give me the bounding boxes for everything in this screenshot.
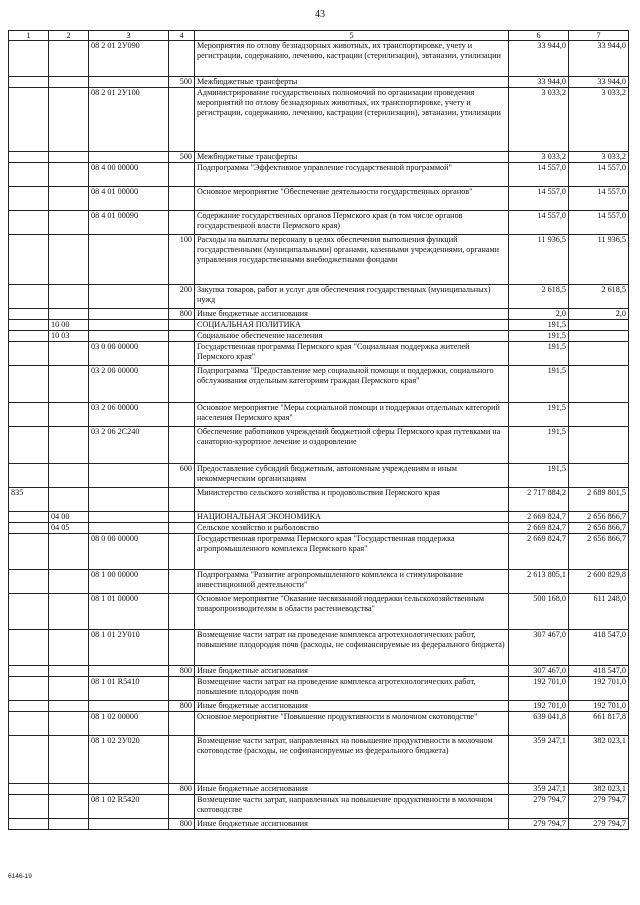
cell-target-article-code: 03 2 00 00000 <box>89 366 169 403</box>
cell-department-code <box>9 152 49 163</box>
cell-target-article-code: 08 4 01 00000 <box>89 187 169 211</box>
cell-department-code <box>9 795 49 819</box>
cell-section-code <box>49 77 89 88</box>
table-row <box>9 464 629 488</box>
cell-item-name: Обеспечение работников учреждений бюджетной сферы Пермского края путевками на санаторно-курортное лечение и оздоровление <box>195 427 509 464</box>
cell-department-code <box>9 701 49 712</box>
cell-section-code <box>49 701 89 712</box>
cell-department-code <box>9 464 49 488</box>
cell-item-name: Министерство сельского хозяйства и продовольствия Пермского края <box>195 488 509 512</box>
table-row <box>9 534 629 570</box>
cell-department-code <box>9 523 49 534</box>
cell-department-code <box>9 163 49 187</box>
cell-amount-col-6: 14 557,0 <box>509 187 569 211</box>
cell-department-code <box>9 88 49 152</box>
table-row <box>9 784 629 795</box>
cell-expense-type-code <box>169 512 195 523</box>
cell-amount-col-6: 279 794,7 <box>509 795 569 819</box>
cell-department-code <box>9 666 49 677</box>
cell-expense-type-code <box>169 712 195 736</box>
cell-expense-type-code <box>169 211 195 235</box>
cell-section-code <box>49 342 89 366</box>
cell-amount-col-7 <box>569 427 629 464</box>
cell-target-article-code <box>89 331 169 342</box>
page-number: 43 <box>315 9 325 20</box>
cell-expense-type-code <box>169 320 195 331</box>
cell-expense-type-code <box>169 488 195 512</box>
cell-target-article-code <box>89 235 169 285</box>
cell-item-name: Иные бюджетные ассигнования <box>195 819 509 830</box>
table-header-row <box>9 31 629 41</box>
cell-item-name: Закупка товаров, работ и услуг для обеспечения государственных (муниципальных) нужд <box>195 285 509 309</box>
cell-expense-type-code <box>169 630 195 666</box>
cell-amount-col-6: 2 618,5 <box>509 285 569 309</box>
budget-table <box>8 30 629 830</box>
cell-amount-col-7 <box>569 320 629 331</box>
cell-expense-type-code: 100 <box>169 235 195 285</box>
cell-amount-col-7: 382 023,1 <box>569 784 629 795</box>
table-row <box>9 152 629 163</box>
cell-amount-col-6: 2,0 <box>509 309 569 320</box>
cell-target-article-code: 03 2 06 00000 <box>89 403 169 427</box>
cell-target-article-code: 08 4 01 00090 <box>89 211 169 235</box>
cell-department-code <box>9 366 49 403</box>
cell-item-name: Содержание государственных органов Пермского края (в том числе органов государственной власти Пермского края) <box>195 211 509 235</box>
cell-department-code <box>9 736 49 784</box>
cell-amount-col-6: 2 669 824,7 <box>509 523 569 534</box>
header-col-4: 4 <box>169 31 195 41</box>
header-col-2: 2 <box>49 31 89 41</box>
cell-section-code <box>49 235 89 285</box>
cell-department-code <box>9 235 49 285</box>
cell-item-name: Межбюджетные трансферты <box>195 152 509 163</box>
cell-target-article-code: 08 1 02 2У020 <box>89 736 169 784</box>
table-row <box>9 512 629 523</box>
cell-item-name: Иные бюджетные ассигнования <box>195 309 509 320</box>
cell-section-code <box>49 666 89 677</box>
cell-expense-type-code <box>169 677 195 701</box>
table-row <box>9 331 629 342</box>
cell-amount-col-6: 11 936,5 <box>509 235 569 285</box>
cell-amount-col-7: 279 794,7 <box>569 819 629 830</box>
cell-section-code <box>49 488 89 512</box>
cell-amount-col-7: 2 656 866,7 <box>569 534 629 570</box>
table-row <box>9 309 629 320</box>
cell-amount-col-6: 307 467,0 <box>509 630 569 666</box>
cell-expense-type-code: 800 <box>169 819 195 830</box>
table-row <box>9 488 629 512</box>
cell-target-article-code: 08 2 01 2У090 <box>89 41 169 77</box>
cell-amount-col-7 <box>569 366 629 403</box>
cell-expense-type-code: 800 <box>169 309 195 320</box>
cell-department-code <box>9 211 49 235</box>
header-col-7: 7 <box>569 31 629 41</box>
cell-section-code <box>49 677 89 701</box>
cell-department-code <box>9 784 49 795</box>
cell-section-code <box>49 630 89 666</box>
cell-target-article-code: 08 4 00 00000 <box>89 163 169 187</box>
cell-item-name: Основное мероприятие "Меры социальной помощи и поддержки отдельных категорий населения Пермского края" <box>195 403 509 427</box>
table-row <box>9 677 629 701</box>
table-row <box>9 736 629 784</box>
cell-target-article-code <box>89 464 169 488</box>
cell-department-code <box>9 512 49 523</box>
cell-expense-type-code: 200 <box>169 285 195 309</box>
cell-item-name: Социальное обеспечение населения <box>195 331 509 342</box>
header-col-3: 3 <box>89 31 169 41</box>
cell-target-article-code <box>89 784 169 795</box>
table-row <box>9 88 629 152</box>
cell-item-name: Возмещение части затрат, направленных на повышение продуктивности в молочном скотоводстве (расходы, не софинансируемые из федерального бюджета) <box>195 736 509 784</box>
cell-expense-type-code: 600 <box>169 464 195 488</box>
cell-section-code <box>49 403 89 427</box>
cell-amount-col-7 <box>569 331 629 342</box>
cell-target-article-code <box>89 309 169 320</box>
cell-item-name: Предоставление субсидий бюджетным, автономным учреждениям и иным некоммерческим организациям <box>195 464 509 488</box>
cell-target-article-code <box>89 512 169 523</box>
cell-item-name: Иные бюджетные ассигнования <box>195 784 509 795</box>
cell-item-name: Подпрограмма "Эффективное управление государственной программой" <box>195 163 509 187</box>
cell-department-code <box>9 77 49 88</box>
cell-amount-col-7: 33 944,0 <box>569 77 629 88</box>
cell-amount-col-7: 2 600 829,8 <box>569 570 629 594</box>
cell-amount-col-7: 192 701,0 <box>569 677 629 701</box>
cell-section-code <box>49 427 89 464</box>
cell-item-name: СОЦИАЛЬНАЯ ПОЛИТИКА <box>195 320 509 331</box>
cell-section-code <box>49 534 89 570</box>
footer-code: 6146-19 <box>8 873 32 880</box>
cell-amount-col-7: 3 033,2 <box>569 152 629 163</box>
cell-section-code <box>49 366 89 403</box>
cell-amount-col-6: 33 944,0 <box>509 41 569 77</box>
cell-amount-col-7: 2,0 <box>569 309 629 320</box>
cell-amount-col-7: 14 557,0 <box>569 187 629 211</box>
cell-target-article-code <box>89 819 169 830</box>
cell-amount-col-6: 191,5 <box>509 331 569 342</box>
cell-expense-type-code: 500 <box>169 152 195 163</box>
cell-amount-col-7: 3 033,2 <box>569 88 629 152</box>
cell-section-code: 10 03 <box>49 331 89 342</box>
cell-amount-col-6: 2 613 805,1 <box>509 570 569 594</box>
table-row <box>9 366 629 403</box>
cell-section-code <box>49 163 89 187</box>
cell-amount-col-6: 2 669 824,7 <box>509 512 569 523</box>
cell-amount-col-7: 14 557,0 <box>569 211 629 235</box>
cell-section-code <box>49 211 89 235</box>
table-row <box>9 187 629 211</box>
cell-target-article-code <box>89 152 169 163</box>
cell-target-article-code <box>89 320 169 331</box>
cell-expense-type-code <box>169 594 195 630</box>
table-row <box>9 630 629 666</box>
cell-section-code: 04 05 <box>49 523 89 534</box>
table-row <box>9 320 629 331</box>
cell-department-code <box>9 309 49 320</box>
cell-section-code <box>49 736 89 784</box>
header-col-1: 1 <box>9 31 49 41</box>
cell-section-code <box>49 285 89 309</box>
cell-amount-col-7: 418 547,0 <box>569 666 629 677</box>
header-col-5: 5 <box>195 31 509 41</box>
cell-section-code <box>49 309 89 320</box>
cell-item-name: Основное мероприятие "Обеспечение деятельности государственных органов" <box>195 187 509 211</box>
cell-item-name: Возмещение части затрат, направленных на повышение продуктивности в молочном скотоводстве <box>195 795 509 819</box>
table-row <box>9 342 629 366</box>
cell-section-code <box>49 594 89 630</box>
cell-amount-col-6: 191,5 <box>509 320 569 331</box>
cell-target-article-code: 08 1 01 R5410 <box>89 677 169 701</box>
cell-department-code <box>9 285 49 309</box>
cell-target-article-code: 03 0 00 00000 <box>89 342 169 366</box>
cell-department-code <box>9 677 49 701</box>
cell-target-article-code <box>89 488 169 512</box>
cell-amount-col-6: 359 247,1 <box>509 736 569 784</box>
cell-section-code: 10 00 <box>49 320 89 331</box>
cell-target-article-code: 08 0 00 00000 <box>89 534 169 570</box>
cell-target-article-code: 03 2 06 2С240 <box>89 427 169 464</box>
cell-amount-col-6: 500 168,0 <box>509 594 569 630</box>
table-row <box>9 819 629 830</box>
cell-department-code <box>9 712 49 736</box>
cell-target-article-code: 08 1 01 00000 <box>89 594 169 630</box>
cell-department-code <box>9 342 49 366</box>
cell-department-code <box>9 819 49 830</box>
cell-expense-type-code <box>169 795 195 819</box>
cell-amount-col-6: 191,5 <box>509 427 569 464</box>
cell-amount-col-7: 611 248,0 <box>569 594 629 630</box>
cell-expense-type-code: 800 <box>169 666 195 677</box>
cell-expense-type-code <box>169 736 195 784</box>
table-row <box>9 285 629 309</box>
cell-amount-col-6: 191,5 <box>509 342 569 366</box>
cell-department-code <box>9 331 49 342</box>
cell-item-name: Основное мероприятие "Оказание несвязанной поддержки сельскохозяйственным товаропроизводителям в области растениеводства" <box>195 594 509 630</box>
cell-expense-type-code <box>169 163 195 187</box>
cell-amount-col-6: 639 041,8 <box>509 712 569 736</box>
cell-amount-col-7: 2 618,5 <box>569 285 629 309</box>
table-row <box>9 523 629 534</box>
cell-item-name: Иные бюджетные ассигнования <box>195 666 509 677</box>
cell-amount-col-7 <box>569 403 629 427</box>
cell-section-code <box>49 712 89 736</box>
table-row <box>9 235 629 285</box>
cell-amount-col-6: 359 247,1 <box>509 784 569 795</box>
cell-amount-col-7: 2 689 801,5 <box>569 488 629 512</box>
cell-section-code <box>49 570 89 594</box>
cell-target-article-code: 08 1 00 00000 <box>89 570 169 594</box>
cell-section-code <box>49 187 89 211</box>
cell-department-code <box>9 41 49 77</box>
cell-department-code <box>9 320 49 331</box>
table-row <box>9 41 629 77</box>
cell-item-name: Расходы на выплаты персоналу в целях обеспечения выполнения функций государственными (муниципальными) органами, казенными учреждениями, органами управления государственными внебюджетными фондами <box>195 235 509 285</box>
cell-expense-type-code <box>169 342 195 366</box>
cell-item-name: Возмещение части затрат на проведение комплекса агротехнологических работ, повышение плодородия почв <box>195 677 509 701</box>
cell-item-name: Иные бюджетные ассигнования <box>195 701 509 712</box>
table-row <box>9 594 629 630</box>
cell-expense-type-code <box>169 427 195 464</box>
cell-item-name: Возмещение части затрат на проведение комплекса агротехнологических работ, повышение плодородия почв (расходы, не софинансируемые из федерального бюджета) <box>195 630 509 666</box>
cell-amount-col-6: 33 944,0 <box>509 77 569 88</box>
cell-amount-col-7 <box>569 464 629 488</box>
cell-section-code <box>49 152 89 163</box>
cell-expense-type-code: 800 <box>169 784 195 795</box>
cell-item-name: Мероприятия по отлову безнадзорных животных, их транспортировке, учету и регистрации, содержанию, лечению, кастрации (стерилизации), эвтаназии, утилизации <box>195 41 509 77</box>
table-row <box>9 403 629 427</box>
cell-section-code: 04 00 <box>49 512 89 523</box>
cell-expense-type-code <box>169 523 195 534</box>
cell-expense-type-code <box>169 88 195 152</box>
cell-item-name: Подпрограмма "Предоставление мер социальной помощи и поддержки, социального обслуживания отдельным категориям граждан Пермского края" <box>195 366 509 403</box>
cell-amount-col-6: 3 033,2 <box>509 152 569 163</box>
cell-item-name: Государственная программа Пермского края "Государственная поддержка агропромышленного комплекса Пермского края" <box>195 534 509 570</box>
cell-section-code <box>49 784 89 795</box>
cell-department-code <box>9 403 49 427</box>
cell-item-name: Администрирование государственных полномочий по организации проведения мероприятий по отлову безнадзорных животных, их транспортировке, учету и регистрации, содержанию, лечению, кастрации (стерилизации), эвтаназии, утилизации <box>195 88 509 152</box>
cell-amount-col-6: 191,5 <box>509 464 569 488</box>
cell-expense-type-code: 800 <box>169 701 195 712</box>
cell-amount-col-6: 307 467,0 <box>509 666 569 677</box>
cell-expense-type-code <box>169 534 195 570</box>
cell-target-article-code <box>89 77 169 88</box>
table-row <box>9 211 629 235</box>
cell-amount-col-7: 33 944,0 <box>569 41 629 77</box>
cell-section-code <box>49 88 89 152</box>
cell-item-name: Основное мероприятие "Повышение продуктивности в молочном скотоводстве" <box>195 712 509 736</box>
cell-target-article-code <box>89 666 169 677</box>
table-row <box>9 701 629 712</box>
cell-department-code <box>9 630 49 666</box>
table-row <box>9 712 629 736</box>
table-row <box>9 77 629 88</box>
cell-target-article-code: 08 1 02 00000 <box>89 712 169 736</box>
cell-department-code <box>9 534 49 570</box>
cell-item-name: НАЦИОНАЛЬНАЯ ЭКОНОМИКА <box>195 512 509 523</box>
cell-section-code <box>49 795 89 819</box>
table-row <box>9 427 629 464</box>
cell-department-code <box>9 187 49 211</box>
header-col-6: 6 <box>509 31 569 41</box>
cell-section-code <box>49 464 89 488</box>
cell-amount-col-6: 192 701,0 <box>509 677 569 701</box>
cell-target-article-code <box>89 285 169 309</box>
cell-amount-col-6: 192 701,0 <box>509 701 569 712</box>
cell-amount-col-6: 279 794,7 <box>509 819 569 830</box>
cell-department-code <box>9 594 49 630</box>
cell-amount-col-7: 192 701,0 <box>569 701 629 712</box>
cell-section-code <box>49 819 89 830</box>
cell-expense-type-code <box>169 366 195 403</box>
cell-amount-col-7: 14 557,0 <box>569 163 629 187</box>
cell-amount-col-7: 418 547,0 <box>569 630 629 666</box>
cell-amount-col-7: 11 936,5 <box>569 235 629 285</box>
cell-amount-col-6: 14 557,0 <box>509 163 569 187</box>
table-row <box>9 570 629 594</box>
cell-expense-type-code <box>169 187 195 211</box>
cell-amount-col-6: 3 033,2 <box>509 88 569 152</box>
cell-amount-col-7: 2 656 866,7 <box>569 523 629 534</box>
cell-amount-col-6: 2 669 824,7 <box>509 534 569 570</box>
cell-amount-col-7: 382 023,1 <box>569 736 629 784</box>
cell-amount-col-7: 279 794,7 <box>569 795 629 819</box>
cell-expense-type-code: 500 <box>169 77 195 88</box>
cell-department-code <box>9 427 49 464</box>
cell-item-name: Межбюджетные трансферты <box>195 77 509 88</box>
cell-expense-type-code <box>169 570 195 594</box>
cell-target-article-code: 08 2 01 2У100 <box>89 88 169 152</box>
table-row <box>9 666 629 677</box>
cell-amount-col-7 <box>569 342 629 366</box>
cell-section-code <box>49 41 89 77</box>
table-body <box>9 41 629 830</box>
table-row <box>9 163 629 187</box>
cell-expense-type-code <box>169 331 195 342</box>
cell-item-name: Подпрограмма "Развитие агропромышленного комплекса и стимулирование инвестиционной деятельности" <box>195 570 509 594</box>
cell-target-article-code <box>89 523 169 534</box>
table-row <box>9 795 629 819</box>
cell-amount-col-7: 2 656 866,7 <box>569 512 629 523</box>
cell-target-article-code: 08 1 01 2У010 <box>89 630 169 666</box>
cell-target-article-code: 08 1 02 R5420 <box>89 795 169 819</box>
cell-item-name: Государственная программа Пермского края "Социальная поддержка жителей Пермского края" <box>195 342 509 366</box>
cell-amount-col-6: 191,5 <box>509 366 569 403</box>
cell-expense-type-code <box>169 41 195 77</box>
cell-amount-col-6: 14 557,0 <box>509 211 569 235</box>
cell-amount-col-7: 661 817,8 <box>569 712 629 736</box>
cell-department-code <box>9 570 49 594</box>
cell-amount-col-6: 2 717 884,2 <box>509 488 569 512</box>
cell-target-article-code <box>89 701 169 712</box>
cell-department-code: 835 <box>9 488 49 512</box>
cell-item-name: Сельское хозяйство и рыболовство <box>195 523 509 534</box>
cell-expense-type-code <box>169 403 195 427</box>
cell-amount-col-6: 191,5 <box>509 403 569 427</box>
